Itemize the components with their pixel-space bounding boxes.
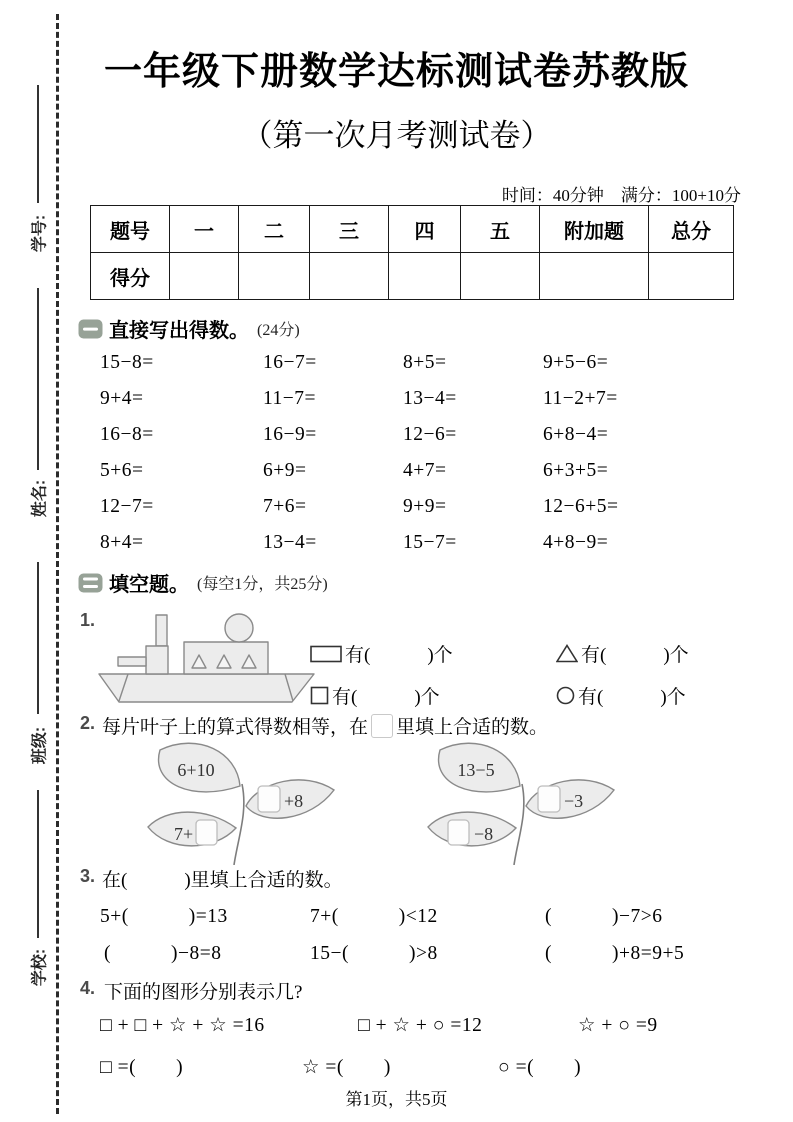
calc-problem: 15−8=	[100, 352, 154, 373]
square-icon	[310, 686, 329, 705]
calc-problem: 12−7=	[100, 496, 154, 517]
calc-problem: 11−2+7=	[543, 388, 618, 409]
q3-blank: 15−( )>8	[310, 943, 438, 964]
col-five: 五	[461, 206, 540, 253]
q3-blank: ( )−7>6	[545, 906, 663, 927]
score-cell	[389, 253, 461, 300]
page-title: 一年级下册数学达标测试卷苏教版	[103, 51, 689, 93]
calc-problem: 7+6=	[263, 496, 307, 517]
section-one-title: 直接写出得数。	[109, 320, 249, 342]
question-3-text: 在( )里填上合适的数。	[102, 870, 343, 891]
leaf-expression: −8	[474, 824, 494, 844]
boat-shapes-figure	[96, 612, 318, 714]
school-write-line	[37, 790, 39, 938]
question-2-text	[102, 712, 548, 739]
leaf-expression: +8	[284, 791, 304, 811]
q1-rectangle-count	[310, 640, 453, 667]
score-table-header-row	[91, 206, 734, 253]
q4-answer: ○ =( )	[498, 1057, 582, 1078]
q1-square-label: 有( )个	[332, 687, 440, 708]
boat-cannon-rectangle	[118, 657, 146, 666]
q4-equation: □ + ☆ + ○ =12	[358, 1015, 483, 1036]
calc-problem: 16−8=	[100, 424, 154, 445]
q3-blank: 7+( )<12	[310, 906, 438, 927]
leaf-expression: 6+10	[177, 760, 215, 780]
question-3-number: 3.	[80, 866, 96, 886]
answer-box	[196, 820, 217, 845]
calc-problem: 4+8−9=	[543, 532, 609, 553]
name-write-line	[37, 288, 39, 470]
score-cell	[310, 253, 389, 300]
calc-problem: 8+4=	[100, 532, 144, 553]
calc-problem: 9+9=	[403, 496, 447, 517]
calc-problem: 12−6+5=	[543, 496, 619, 517]
section-two-icon	[78, 573, 103, 593]
q1-circle-label: 有( )个	[578, 687, 686, 708]
col-three: 三	[310, 206, 389, 253]
answer-box	[538, 786, 560, 812]
calc-problem: 4+7=	[403, 460, 447, 481]
score-cell	[239, 253, 310, 300]
rectangle-icon	[310, 645, 342, 663]
score-row-label: 得分	[91, 253, 170, 300]
class-label: 班级:	[31, 726, 49, 765]
calc-problem: 6+3+5=	[543, 460, 609, 481]
class-write-line	[37, 562, 39, 714]
q1-circle-count	[556, 682, 686, 709]
calc-problem: 16−7=	[263, 352, 317, 373]
question-4-text: 下面的图形分别表示几?	[104, 982, 303, 1003]
col-bonus: 附加题	[540, 206, 649, 253]
q4-answer: □ =( )	[100, 1057, 184, 1078]
dashed-cut-line	[56, 14, 59, 1114]
q1-rectangle-label: 有( )个	[345, 645, 453, 666]
boat-mast-base-rectangle	[146, 646, 168, 674]
q1-triangle-count	[556, 640, 689, 667]
name-label: 姓名:	[31, 479, 49, 518]
leaf-bottom	[428, 812, 516, 846]
q4-equation: □ + □ + ☆ + ☆ =16	[100, 1015, 265, 1036]
calc-problem: 16−9=	[263, 424, 317, 445]
score-cell	[170, 253, 239, 300]
col-four: 四	[389, 206, 461, 253]
section-one-icon	[78, 319, 103, 339]
score-table-score-row	[91, 253, 734, 300]
calc-problem: 6+8−4=	[543, 424, 609, 445]
section-two-title: 填空题。	[109, 574, 189, 596]
col-total: 总分	[649, 206, 734, 253]
question-2-number: 2.	[80, 713, 96, 733]
calc-problem: 9+4=	[100, 388, 144, 409]
calc-problem: 12−6=	[403, 424, 457, 445]
triangle-icon	[556, 644, 578, 663]
q3-blank: ( )+8=9+5	[545, 943, 685, 964]
q3-blank: 5+( )=13	[100, 906, 228, 927]
leaf-expression: −3	[564, 791, 584, 811]
leaf-expression: 13−5	[457, 760, 495, 780]
calc-problem: 13−4=	[263, 532, 317, 553]
calc-problem: 9+5−6=	[543, 352, 609, 373]
boat-circle	[225, 614, 253, 642]
score-table	[90, 205, 734, 300]
boat-hull-trapezoid	[99, 674, 314, 702]
section-two-header	[78, 568, 328, 597]
section-two-points: (每空1分，共25分)	[197, 576, 328, 593]
calc-problem: 8+5=	[403, 352, 447, 373]
calc-problem: 13−4=	[403, 388, 457, 409]
section-one-points: (24分)	[257, 322, 300, 339]
question-4-number: 4.	[80, 978, 96, 998]
col-two: 二	[239, 206, 310, 253]
q2-text-before: 每片叶子上的算式得数相等，在	[102, 717, 369, 738]
page-number-footer: 第1页，共5页	[345, 1090, 448, 1109]
student-id-label: 学号:	[31, 214, 49, 253]
q2-text-after: 里填上合适的数。	[396, 717, 549, 738]
score-cell	[649, 253, 734, 300]
section-one-header	[78, 314, 300, 343]
leaf-plant-left	[138, 740, 338, 865]
q1-triangle-label: 有( )个	[581, 645, 689, 666]
boat-mast-rectangle	[156, 615, 167, 646]
question-1-number: 1.	[80, 610, 96, 630]
score-cell	[461, 253, 540, 300]
leaf-expression: 7+	[174, 824, 194, 844]
answer-box	[258, 786, 280, 812]
q4-answer: ☆ =( )	[302, 1057, 391, 1078]
calc-problem: 15−7=	[403, 532, 457, 553]
calc-problem: 5+6=	[100, 460, 144, 481]
calc-problem: 11−7=	[263, 388, 317, 409]
plant-stem	[234, 784, 244, 865]
score-cell	[540, 253, 649, 300]
leaf-plant-right	[418, 740, 618, 865]
page-subtitle: （第一次月考测试卷）	[241, 118, 552, 153]
score-table-corner: 题号	[91, 206, 170, 253]
calc-problem: 6+9=	[263, 460, 307, 481]
answer-box	[448, 820, 469, 845]
q3-blank: ( )−8=8	[104, 943, 222, 964]
col-one: 一	[170, 206, 239, 253]
q2-inline-blank-box	[371, 714, 393, 738]
circle-icon	[556, 686, 575, 705]
q1-square-count	[310, 682, 440, 709]
school-label: 学校:	[31, 948, 49, 987]
time-score-meta: 时间：40分钟 满分：100+10分	[501, 186, 741, 205]
plant-stem	[514, 784, 524, 865]
q4-equation: ☆ + ○ =9	[578, 1015, 658, 1036]
